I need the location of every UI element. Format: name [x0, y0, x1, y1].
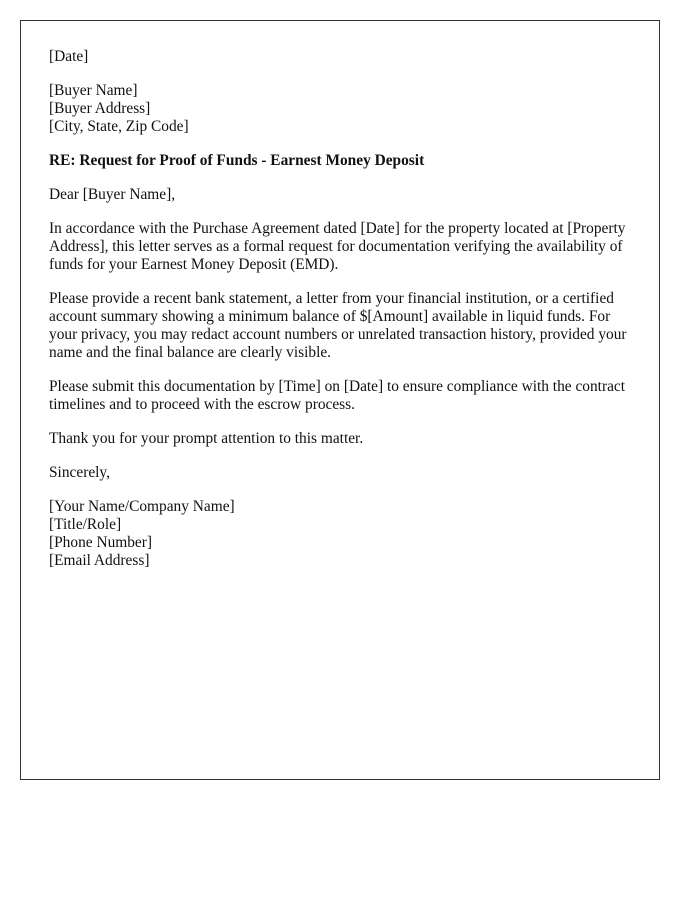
signature-email: [Email Address] — [49, 552, 150, 569]
recipient-address: [Buyer Address] — [49, 100, 151, 117]
body-paragraph-intro: In accordance with the Purchase Agreement dated [Date] for the property located at [Property Address], this letter serves as a formal request for documentation verifying the availability of funds for your Earnest Money Deposit (EMD). — [49, 220, 626, 273]
letter-subject: RE: Request for Proof of Funds - Earnest Money Deposit — [49, 152, 425, 169]
signature-phone: [Phone Number] — [49, 534, 153, 551]
letter-date: [Date] — [49, 48, 89, 65]
body-paragraph-deadline: Please submit this documentation by [Time] on [Date] to ensure compliance with the contract timelines and to proceed with the escrow process. — [49, 378, 626, 413]
signature-name: [Your Name/Company Name] — [49, 498, 235, 515]
letter-page — [20, 20, 660, 780]
body-paragraph-thanks: Thank you for your prompt attention to this matter. — [49, 430, 364, 447]
salutation: Dear [Buyer Name], — [49, 186, 176, 203]
closing: Sincerely, — [49, 464, 110, 481]
recipient-name: [Buyer Name] — [49, 82, 138, 99]
recipient-city-state-zip: [City, State, Zip Code] — [49, 118, 189, 135]
signature-block — [49, 498, 631, 570]
signature-title: [Title/Role] — [49, 516, 122, 533]
body-paragraph-documents: Please provide a recent bank statement, a letter from your financial institution, or a certified account summary showing a minimum balance of $[Amount] available in liquid funds. For your privacy, you may redact account numbers or unrelated transaction history, provided your name and the final balance are clearly visible. — [49, 290, 627, 361]
recipient-block — [49, 82, 631, 136]
